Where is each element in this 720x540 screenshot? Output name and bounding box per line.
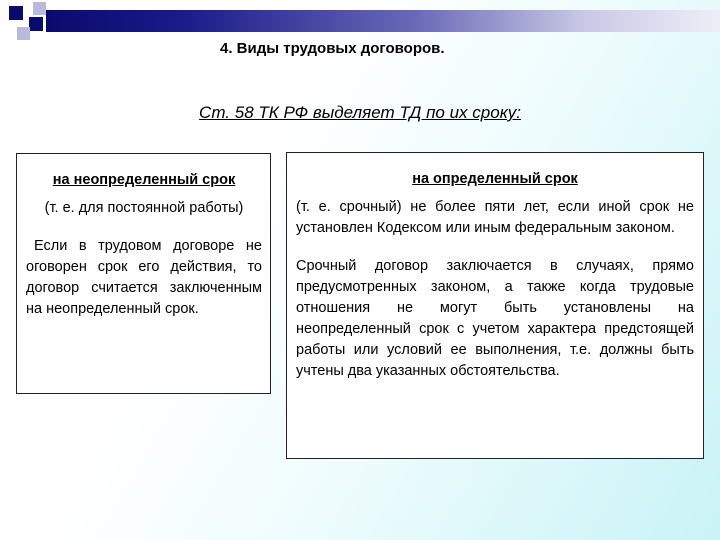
- decor-square-light-2: [17, 27, 30, 40]
- subtitle-text: Ст. 58 ТК РФ выделяет ТД по их сроку:: [199, 103, 521, 122]
- fixed-term-box: [286, 152, 704, 459]
- decor-square-dark-2: [29, 17, 43, 31]
- indefinite-term-note: (т. е. для постоянной работы): [44, 200, 244, 216]
- indefinite-term-text: Если в трудовом договоре не оговорен срок его действия, то договор считается заключенным на неопределенный срок.: [26, 238, 262, 317]
- decor-square-light-1: [33, 2, 46, 15]
- fixed-term-heading: на определенный срок: [412, 171, 578, 187]
- indefinite-term-box: [16, 153, 271, 394]
- indefinite-term-heading: на неопределенный срок: [52, 172, 236, 188]
- fixed-term-text: Срочный договор заключается в случаях, прямо предусмотренных законом, а также когда трудовые отношения не могут быть установлены на неопределенный срок с учетом характера предстоящей работы или условий ее выполнения, т.е. должны быть учтены два указанных обстоятельства.: [296, 258, 694, 379]
- fixed-term-note: (т. е. срочный) не более пяти лет, если иной срок не установлен Кодексом или иным федеральным законом.: [296, 199, 694, 236]
- page-title: 4. Виды трудовых договоров.: [220, 40, 445, 57]
- header-gradient-bar: [46, 10, 720, 32]
- page-subtitle: [0, 103, 720, 123]
- decor-square-dark-1: [9, 6, 23, 20]
